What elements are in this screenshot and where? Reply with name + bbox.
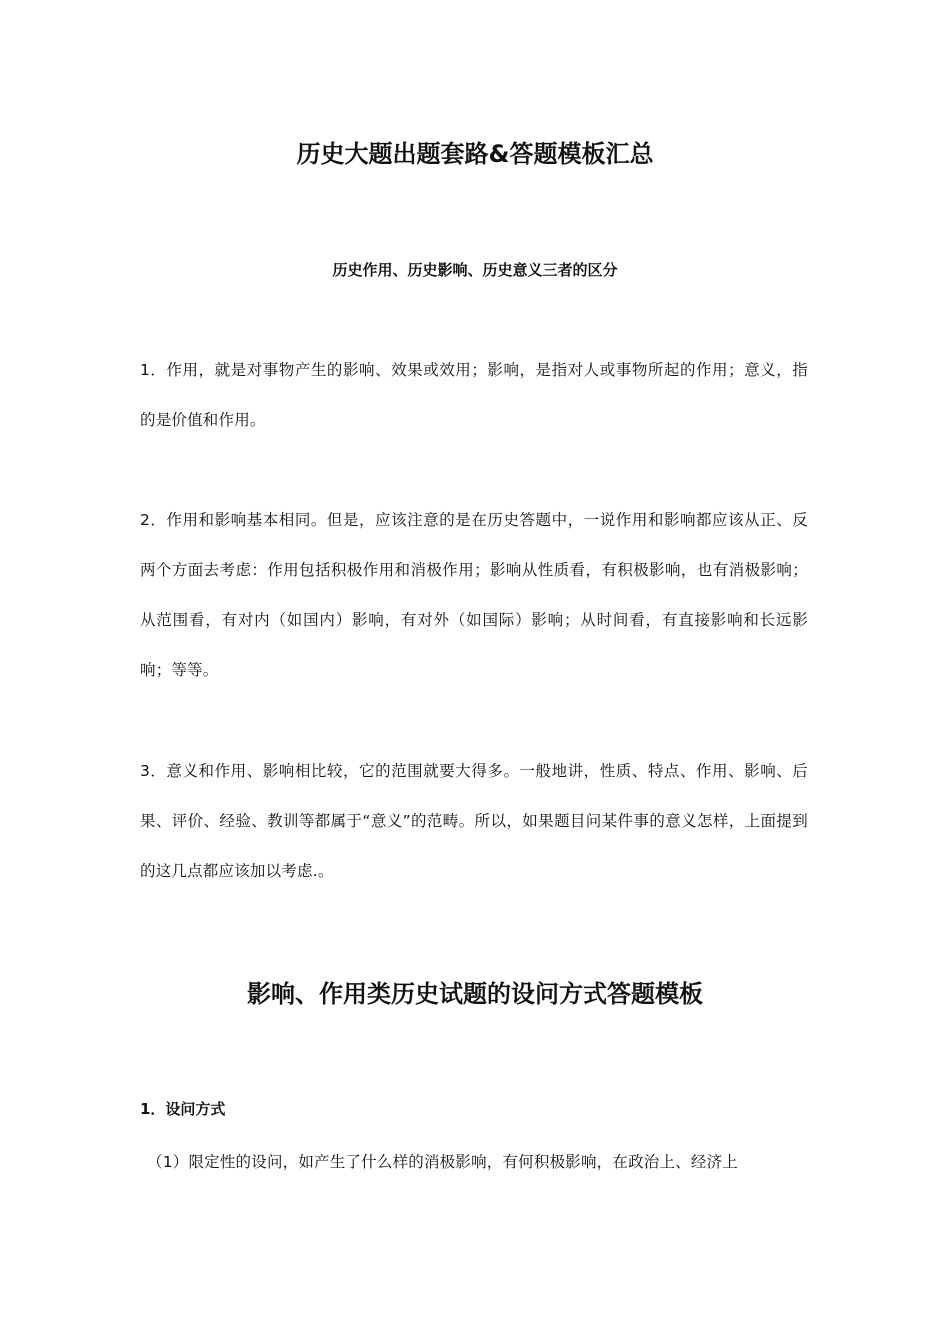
document-subtitle: 历史作用、历史影响、历史意义三者的区分 (332, 261, 618, 279)
paragraph-1: 1．作用，就是对事物产生的影响、效果或效用；影响，是指对人或事物所起的作用；意义，指的是价值和作用。 (140, 361, 808, 429)
section-title: 影响、作用类历史试题的设问方式答题模板 (247, 980, 703, 1008)
document-title: 历史大题出题套路&答题模板汇总 (296, 140, 654, 168)
section-subhead: 1．设问方式 (140, 1100, 226, 1118)
section-paragraph: （1）限定性的设问，如产生了什么样的消极影响，有何积极影响，在政治上、经济上 (147, 1153, 738, 1171)
paragraph-2: 2．作用和影响基本相同。但是，应该注意的是在历史答题中，一说作用和影响都应该从正、反两个方面去考虑：作用包括积极作用和消极作用；影响从性质看，有积极影响，也有消极影响；从范围看，有对内（如国内）影响，有对外（如国际）影响；从时间看，有直接影响和长远影响；等等。 (140, 511, 808, 679)
paragraph-3: 3．意义和作用、影响相比较，它的范围就要大得多。一般地讲，性质、特点、作用、影响、后果、评价、经验、教训等都属于“意义”的范畴。所以，如果题目问某件事的意义怎样，上面提到的这几点都应该加以考虑.。 (140, 762, 808, 880)
